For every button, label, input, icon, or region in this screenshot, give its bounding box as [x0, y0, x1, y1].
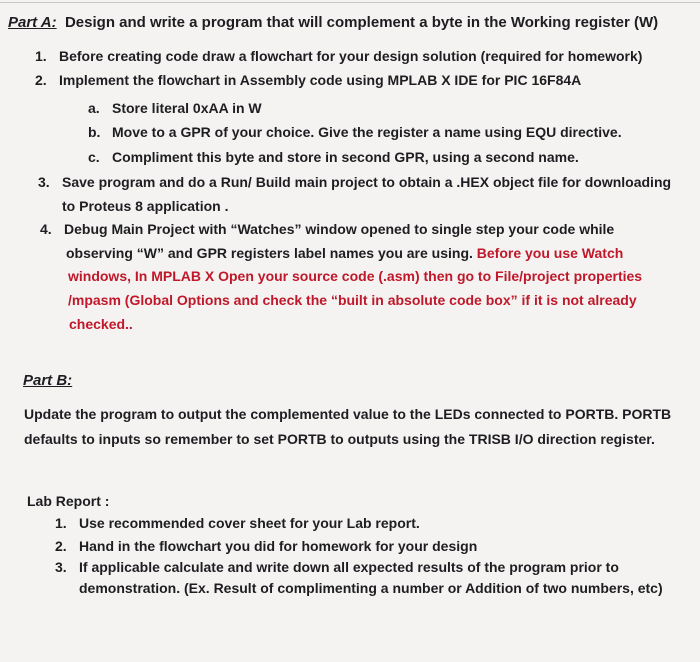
sub-list-item: a. Store literal 0xAA in W: [88, 100, 262, 116]
list-item-continuation: observing “W” and GPR registers label names you are using. Before you use Watch: [66, 245, 624, 261]
highlight-note-line: checked..: [69, 316, 133, 332]
highlight-note: Before you use Watch: [472, 245, 624, 261]
list-item: 2. Hand in the flowchart you did for homework for your design: [55, 538, 478, 554]
list-item-continuation: demonstration. (Ex. Result of complimenting a number or Addition of two numbers, etc): [79, 580, 663, 596]
list-item: 1. Use recommended cover sheet for your Lab report.: [55, 515, 420, 531]
list-item: 2. Implement the flowchart in Assembly code using MPLAB X IDE for PIC 16F84A: [35, 72, 582, 88]
list-item: 3. If applicable calculate and write down all expected results of the program prior to: [55, 559, 619, 575]
list-item: 1. Before creating code draw a flowchart for your design solution (required for homework): [35, 48, 643, 64]
part-b-paragraph-line: defaults to inputs so remember to set PORTB to outputs using the TRISB I/O direction register.: [24, 431, 655, 447]
list-item: 3. Save program and do a Run/ Build main project to obtain a .HEX object file for downloading: [38, 174, 672, 190]
sub-list-item: c. Compliment this byte and store in second GPR, using a second name.: [88, 149, 579, 165]
part-a-heading: [8, 14, 658, 32]
part-a-heading-text: Design and write a program that will complement a byte in the Working register (W): [64, 14, 659, 31]
list-item: 4. Debug Main Project with “Watches” window opened to single step your code while: [40, 221, 615, 237]
top-divider: [0, 2, 700, 3]
lab-report-title: Lab Report :: [27, 493, 110, 509]
list-item-continuation: to Proteus 8 application .: [62, 198, 229, 214]
part-b-heading: [23, 372, 72, 390]
part-b-label: Part B:: [23, 372, 73, 389]
highlight-note-line: windows, In MPLAB X Open your source code (.asm) then go to File/project properties: [68, 268, 643, 284]
highlight-note-line: /mpasm (Global Options and check the “built in absolute code box” if it is not already: [68, 292, 637, 308]
part-b-paragraph-line: Update the program to output the complemented value to the LEDs connected to PORTB. PORTB: [24, 406, 672, 422]
sub-list-item: b. Move to a GPR of your choice. Give the register a name using EQU directive.: [88, 124, 622, 140]
part-a-label: Part A:: [8, 14, 57, 31]
